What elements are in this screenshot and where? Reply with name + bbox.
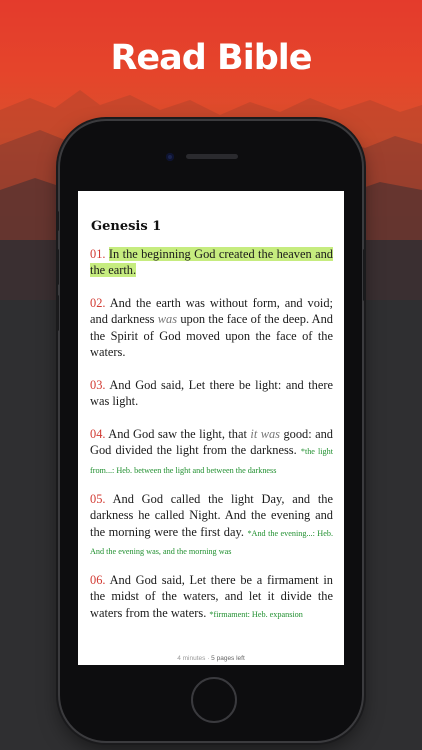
reader-screen [78, 191, 344, 665]
verse-3[interactable] [90, 377, 333, 410]
verse-6[interactable] [90, 572, 333, 623]
headline: Read Bible [110, 38, 312, 78]
verse-italic-word: it was [250, 427, 280, 441]
verse-number: 02. [90, 296, 106, 310]
footnote[interactable]: *the light from...: Heb. between the light and between the darkness [90, 447, 334, 475]
phone-frame [60, 121, 362, 741]
pages-left: 5 pages left [211, 655, 245, 662]
verse-number: 06. [90, 573, 106, 587]
volume-down-button [56, 295, 59, 331]
verse-number: 05. [90, 492, 106, 506]
verse-2[interactable] [90, 295, 333, 360]
footnote[interactable]: *firmament: Heb. expansion [209, 609, 303, 619]
home-button[interactable] [191, 677, 237, 723]
highlighted-verse-text[interactable]: In the beginning God created the heaven and the earth. [90, 247, 333, 278]
footnote[interactable]: *And the evening...: Heb. And the evening was, and the morning was [90, 528, 333, 556]
verse-1[interactable] [90, 246, 333, 279]
verse-text: And God said, Let there be a firmament in the midst of the waters, and let it divide the waters from the waters. [90, 573, 334, 620]
verse-text: upon the face of the deep. And the Spirit of God moved upon the face of the waters. [90, 312, 333, 359]
verse-text: And God saw the light, that [108, 427, 251, 441]
verse-italic-word: was [157, 312, 178, 327]
verse-5[interactable] [90, 491, 333, 560]
verse-text: And the earth was without form, and void; and darkness [90, 296, 333, 327]
volume-up-button [56, 249, 59, 285]
power-button [363, 249, 366, 301]
separator: · [205, 655, 212, 662]
time-remaining: 4 minutes [177, 655, 206, 662]
verse-text: good: and God divided the light from the darkness. [90, 427, 333, 458]
verse-number: 03. [90, 378, 106, 392]
verse-4[interactable] [90, 426, 333, 479]
earpiece-speaker [186, 154, 238, 159]
reading-progress [78, 655, 344, 662]
verse-text: And God said, Let there be light: and there was light. [90, 378, 333, 409]
verse-text: And God called the light Day, and the darkness he called Night. And the evening and the morning were the first day. [90, 492, 333, 539]
verse-number: 01. [90, 247, 106, 261]
chapter-title: Genesis 1 [91, 219, 162, 234]
mute-switch [56, 211, 59, 231]
verse-number: 04. [90, 427, 106, 441]
front-camera [166, 153, 174, 161]
